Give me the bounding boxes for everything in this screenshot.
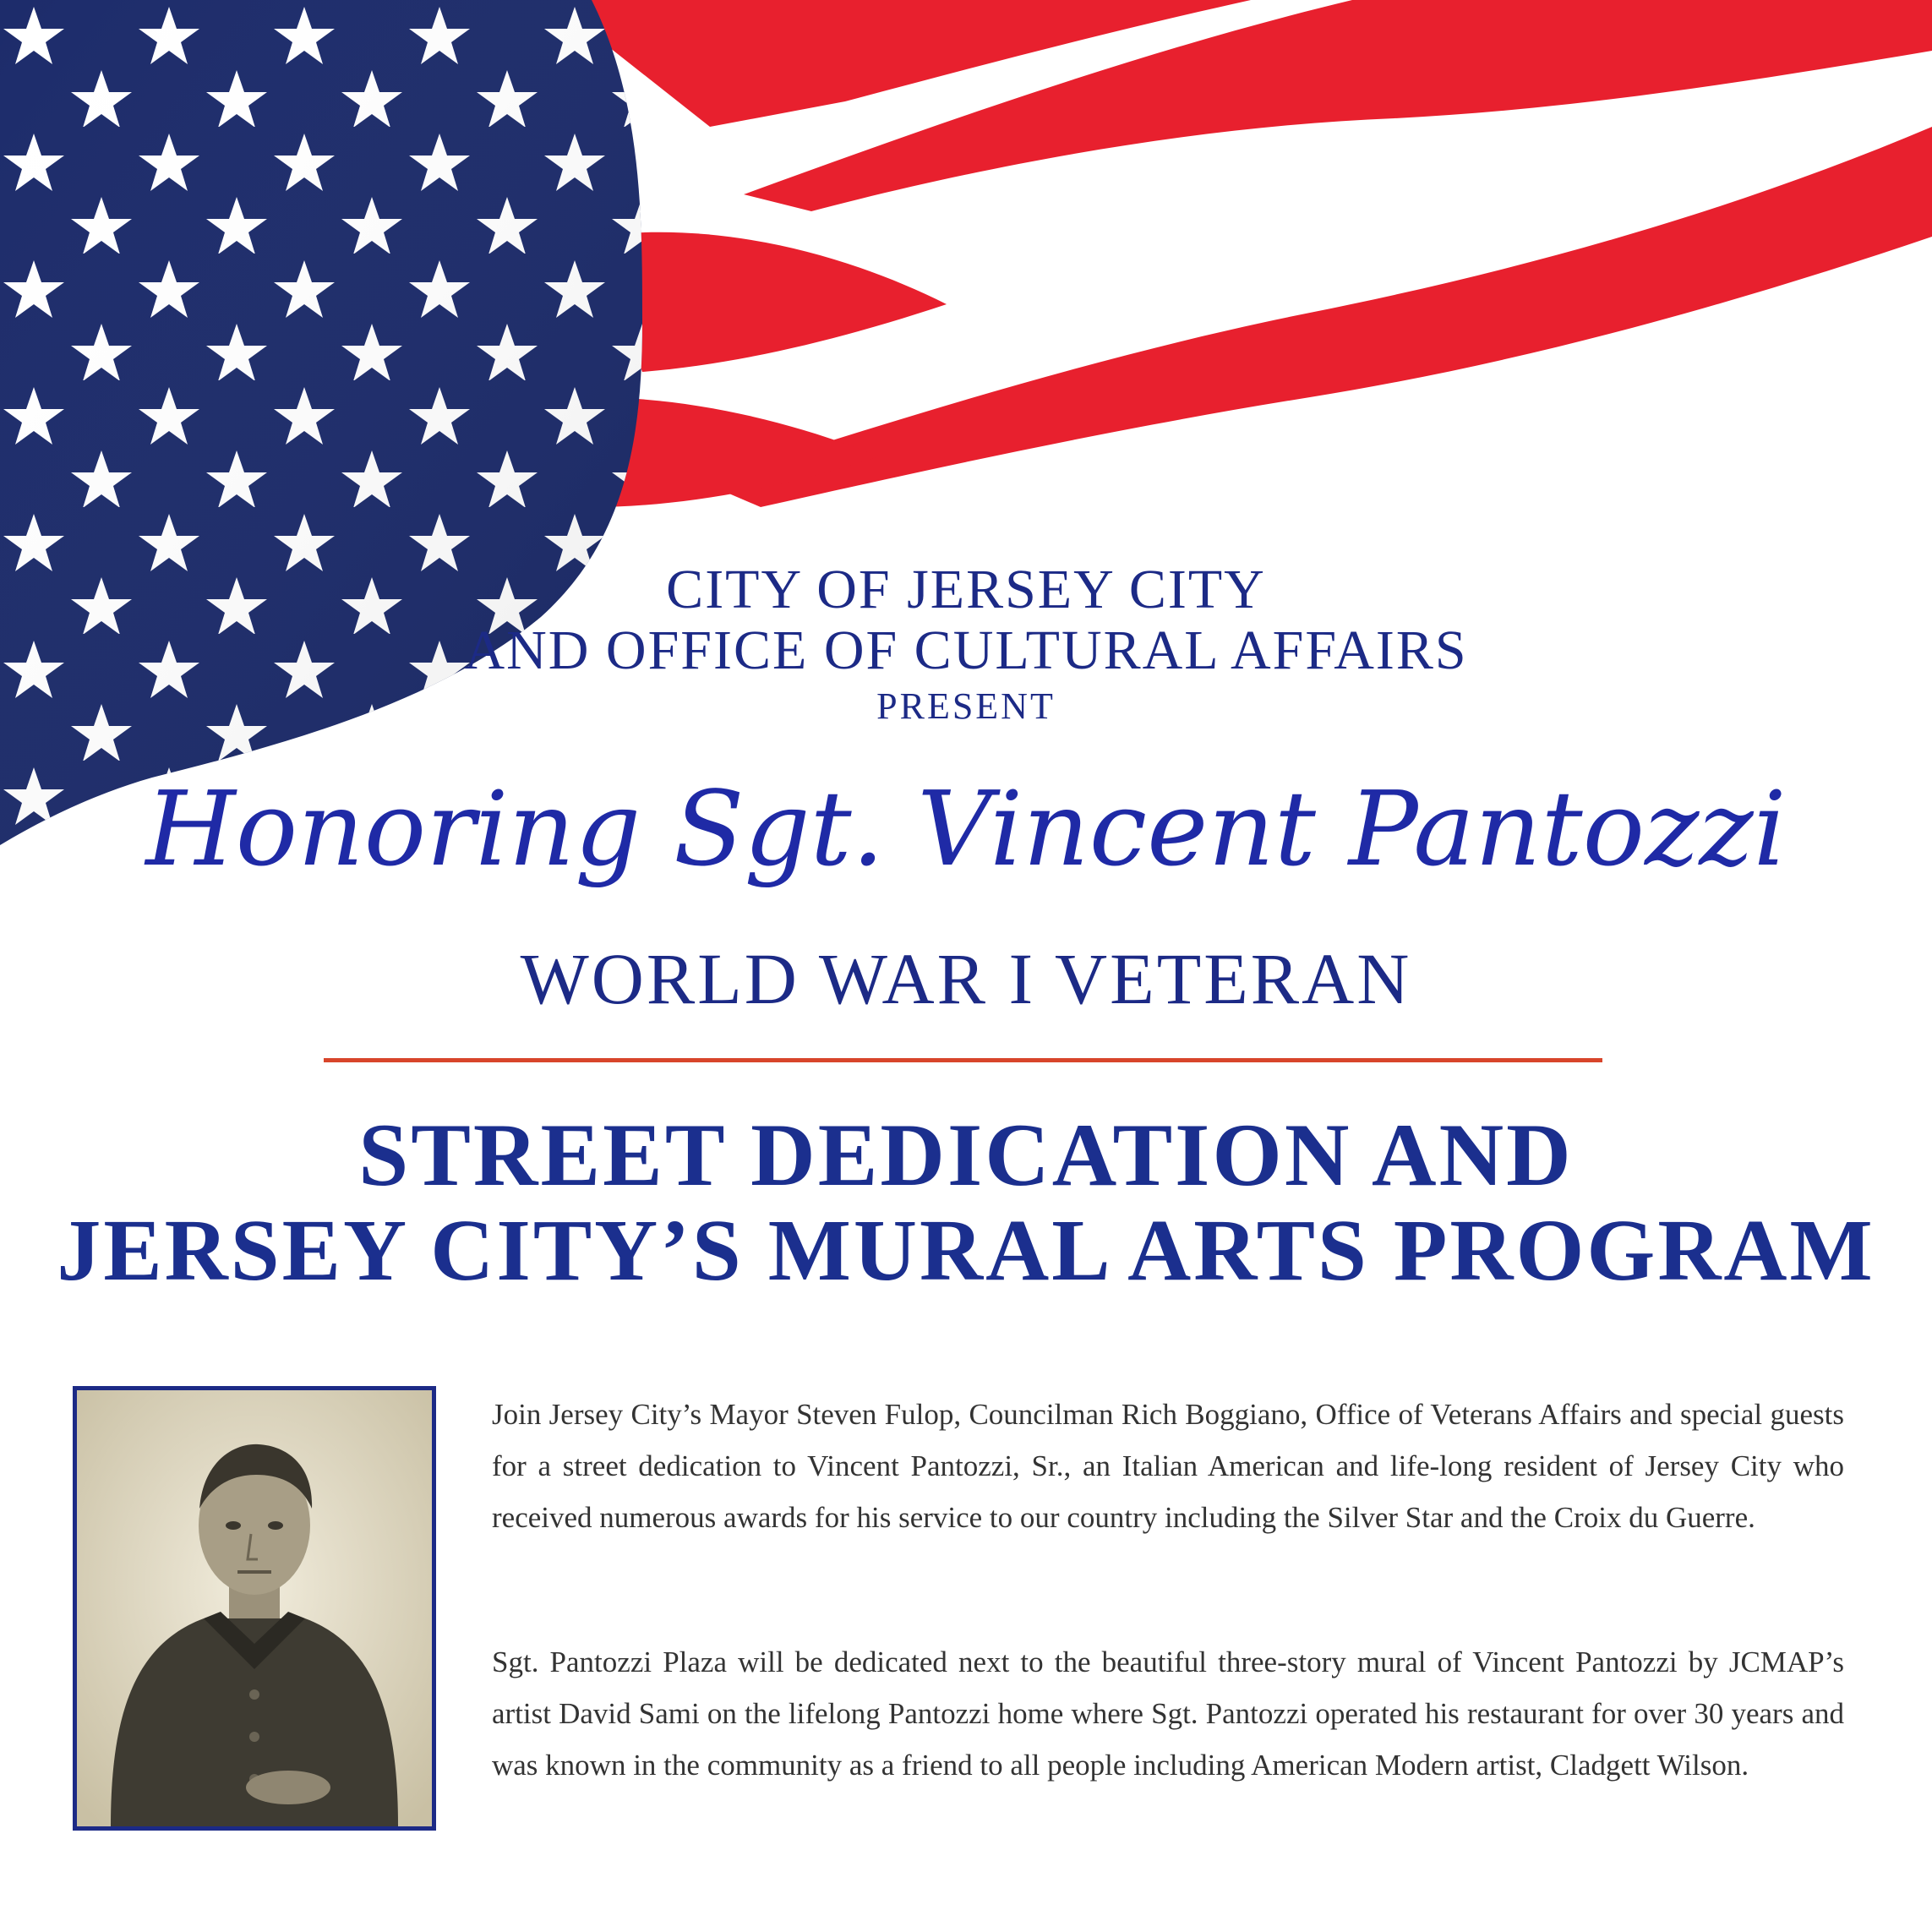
soldier-portrait-image (77, 1390, 432, 1826)
org-line-1: CITY OF JERSEY CITY (666, 559, 1266, 620)
body-paragraph-2: Sgt. Pantozzi Plaza will be dedicated next to the beautiful three-story mural of Vincent Pantozzi by JCMAP’s artist David Sami on the lifelong Pantozzi home where Sgt. Pantozzi operated his restaurant for over 30 years and was known in the community as a friend to all people including American Modern artist, Cladgett Wilson. (492, 1645, 1844, 1782)
portrait-photo-frame (73, 1386, 436, 1831)
veteran-subtitle: WORLD WAR I VETERAN (520, 938, 1412, 1019)
org-line-2: AND OFFICE OF CULTURAL AFFAIRS (464, 619, 1468, 681)
event-title-line-1: STREET DEDICATION AND (358, 1105, 1574, 1204)
event-title-line-2: JERSEY CITY’S MURAL ARTS PROGRAM (57, 1202, 1875, 1299)
divider-rule (324, 1058, 1602, 1062)
body-paragraph-1: Join Jersey City’s Mayor Steven Fulop, Councilman Rich Boggiano, Office of Veterans Affairs and special guests for a street dedication to Vincent Pantozzi, Sr., an Italian American and life-long resident of Jersey City who received numerous awards for his service to our country including the Silver Star and the Croix du Guerre. (492, 1398, 1844, 1534)
honoree-script-title: Honoring Sgt. Vincent Pantozzi (145, 769, 1787, 889)
present-label: PRESENT (876, 685, 1056, 727)
